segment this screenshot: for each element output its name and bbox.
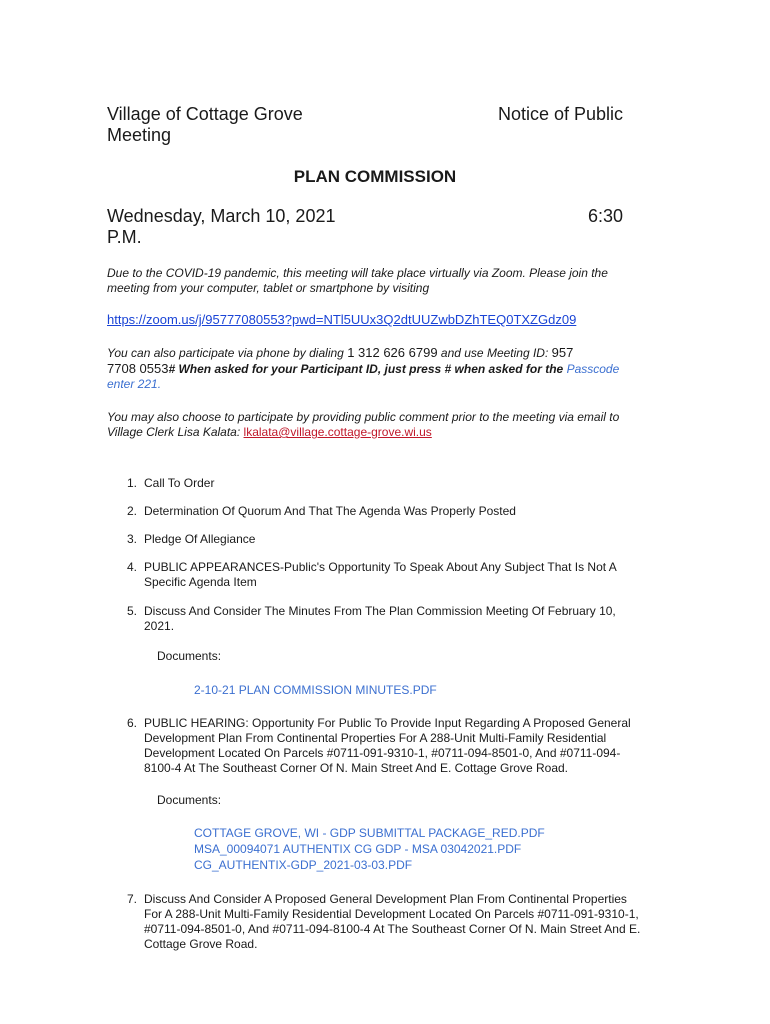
agenda-text: Determination Of Quorum And That The Agenda Was Properly Posted: [144, 504, 516, 518]
passcode-text: Passcode enter 221.: [107, 362, 620, 391]
clerk-email-link[interactable]: lkalata@village.cottage-grove.wi.us: [243, 425, 432, 439]
agenda-text: PUBLIC APPEARANCES-Public's Opportunity To Speak About Any Subject That Is Not A Specific Agenda Item: [144, 560, 617, 589]
phone-number: 1 312 626 6799: [347, 345, 438, 360]
agenda-number: 5.: [127, 604, 138, 618]
zoom-link[interactable]: https://zoom.us/j/95777080553?pwd=NTl5UUx3Q2dtUUZwbDZhTEQ0TXZGdz09: [107, 312, 577, 327]
page-title: PLAN COMMISSION: [293, 167, 457, 186]
meeting-id-part1: 957: [551, 345, 574, 360]
doc-link-msa[interactable]: MSA_00094071 AUTHENTIX CG GDP - MSA 03042021.PDF: [194, 842, 522, 856]
agenda-number: 6.: [127, 716, 138, 730]
meeting-date: Wednesday, March 10, 2021: [107, 206, 336, 226]
agenda-text: Discuss And Consider The Minutes From The Plan Commission Meeting Of February 10, 2021.: [144, 604, 616, 633]
agenda-text: Pledge Of Allegiance: [144, 532, 256, 546]
covid-notice: Due to the COVID-19 pandemic, this meeting will take place virtually via Zoom. Please join the meeting from your computer, tablet or smartphone by visiting: [107, 266, 608, 295]
village-header: [107, 104, 303, 146]
agenda-number: 2.: [127, 504, 138, 518]
notice-header: Notice of Public: [498, 104, 624, 124]
email-instructions: You may also choose to participate by providing public comment prior to the meeting via email to Village Clerk Lisa Kalata:: [107, 410, 620, 439]
meeting-date-block: [107, 206, 335, 248]
doc-link-gdp-2021[interactable]: CG_AUTHENTIX-GDP_2021-03-03.PDF: [194, 858, 413, 872]
agenda-text: PUBLIC HEARING: Opportunity For Public To Provide Input Regarding A Proposed General Development Plan From Continental Properties For A 288-Unit Multi-Family Residential Development Located On Parcels #0711-091-9310-1, #0711-094-8501-0, And #0711-094-8100-4 At The Southeast Corner Of N. Main Street And E. Cottage Grove Road.: [144, 716, 631, 775]
agenda-number: 7.: [127, 892, 138, 906]
phone-prefix: You can also participate via phone by dialing: [107, 346, 344, 360]
agenda-number: 4.: [127, 560, 138, 574]
meeting-ampm: P.M.: [107, 227, 142, 247]
meeting-time: 6:30: [588, 206, 624, 226]
agenda-text: Call To Order: [144, 476, 215, 490]
documents-label: Documents:: [157, 793, 222, 807]
doc-link-gdp-package[interactable]: COTTAGE GROVE, WI - GDP SUBMITTAL PACKAGE_RED.PDF: [194, 826, 545, 840]
meeting-word: Meeting: [107, 125, 172, 145]
meeting-id-part2: 7708 0553: [107, 361, 169, 376]
phone-info: [107, 345, 647, 392]
doc-link-minutes[interactable]: 2-10-21 PLAN COMMISSION MINUTES.PDF: [194, 683, 437, 697]
documents-label: Documents:: [157, 649, 222, 663]
agenda-number: 1.: [127, 476, 138, 490]
participant-instructions: # When asked for your Participant ID, just press # when asked for the: [168, 362, 564, 376]
agenda-text: Discuss And Consider A Proposed General Development Plan From Continental Properties For A 288-Unit Multi-Family Residential Development Located On Parcels #0711-091-9310-1, #0711-094-8501-0, And #0711-094-8100-4 At The Southeast Corner Of N. Main Street And E. Cottage Grove Road.: [144, 892, 641, 951]
village-name: Village of Cottage Grove: [107, 104, 303, 124]
email-comment-info: [107, 410, 647, 440]
agenda-number: 3.: [127, 532, 138, 546]
meeting-id-label: and use Meeting ID:: [440, 346, 549, 360]
